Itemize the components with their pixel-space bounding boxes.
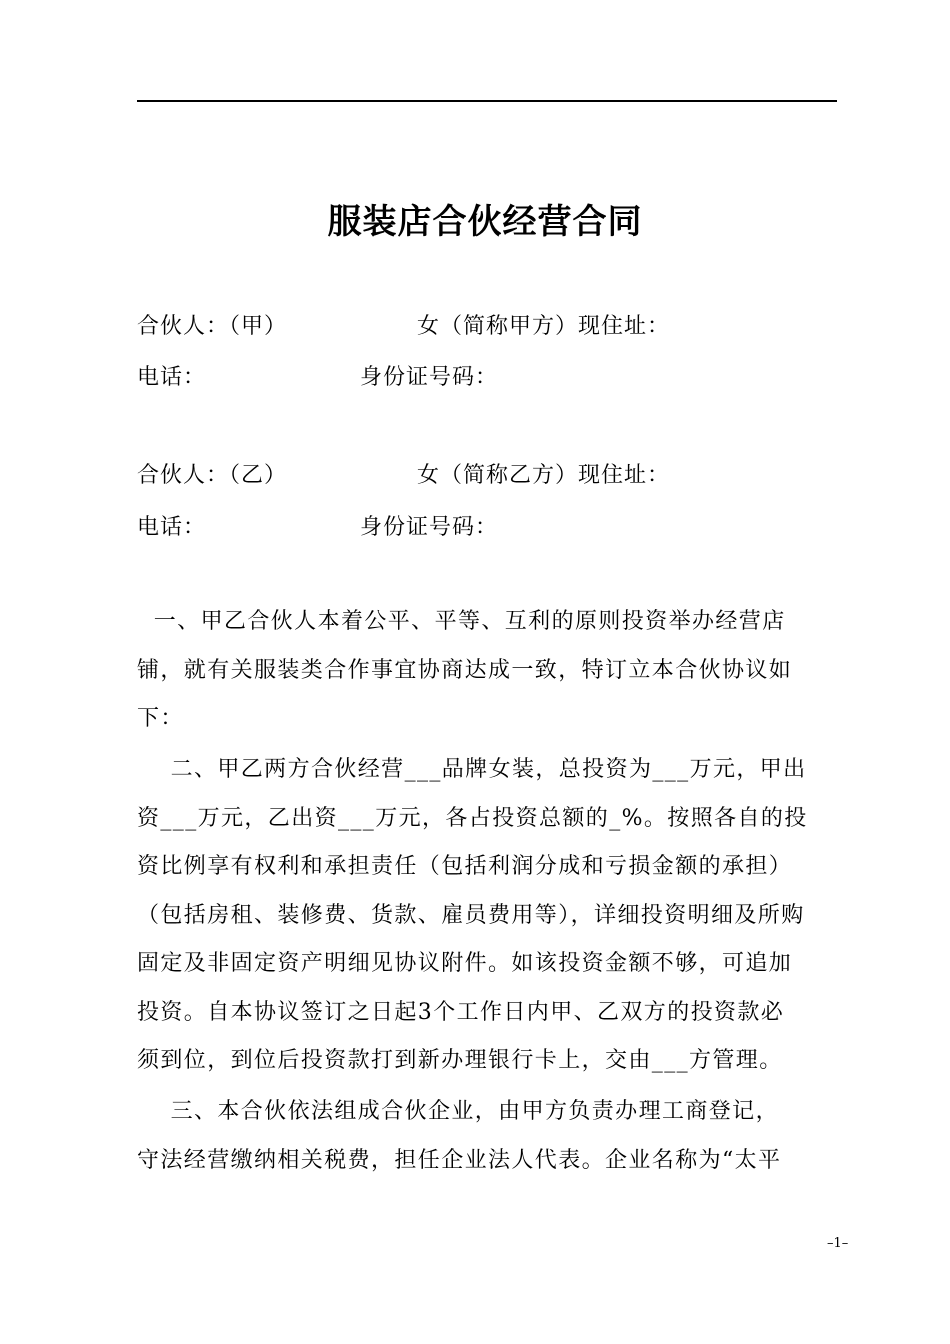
- clause-3-line: 守法经营缴纳相关税费，担任企业法人代表。企业名称为“太平: [137, 1147, 782, 1173]
- clause-2: [137, 746, 837, 1086]
- clause-2-line: （包括房租、装修费、货款、雇员费用等），详细投资明细及所购: [137, 902, 805, 928]
- clause-2-line: 投资。自本协议签订之日起3个工作日内甲、乙双方的投资款必: [137, 999, 785, 1025]
- party-b-id-label: 身份证号码：: [360, 515, 499, 540]
- clause-2-line: 二、甲乙两方合伙经营___品牌女装，总投资为___万元，甲出: [137, 757, 807, 782]
- header-rule: [137, 100, 837, 102]
- clause-3-line: 三、本合伙依法组成合伙企业，由甲方负责办理工商登记，: [137, 1099, 779, 1124]
- clause-1-line: 下：: [137, 706, 184, 731]
- clause-2-line: 资___万元，乙出资___万元，各占投资总额的_%。按照各自的投: [137, 805, 808, 831]
- party-b-phone-label: 电话：: [137, 515, 207, 540]
- clause-1: [137, 598, 837, 744]
- clause-1-line: 一、甲乙合伙人本着公平、平等、互利的原则投资举办经营店: [137, 609, 786, 634]
- clause-1-line: 铺，就有关服装类合作事宜协商达成一致，特订立本合伙协议如: [137, 657, 793, 683]
- clause-3: [137, 1088, 837, 1185]
- page-title: 服装店合伙经营合同: [327, 202, 643, 242]
- party-a-label: 合伙人：（甲）: [137, 314, 288, 339]
- clause-2-line: 固定及非固定资产明细见协议附件。如该投资金额不够，可追加: [137, 951, 793, 976]
- party-b-label: 合伙人：（乙）: [137, 463, 288, 488]
- clause-2-line: 须到位，到位后投资款打到新办理银行卡上，交由___方管理。: [137, 1048, 783, 1073]
- page-number: –1–: [827, 1236, 849, 1251]
- party-a-address-label: 女（简称甲方）现住址：: [417, 314, 671, 339]
- clause-2-line: 资比例享有权利和承担责任（包括利润分成和亏损金额的承担）: [137, 854, 793, 879]
- party-a-phone-label: 电话：: [137, 365, 207, 390]
- party-a-id-label: 身份证号码：: [360, 365, 499, 390]
- party-b-address-label: 女（简称乙方）现住址：: [417, 463, 671, 488]
